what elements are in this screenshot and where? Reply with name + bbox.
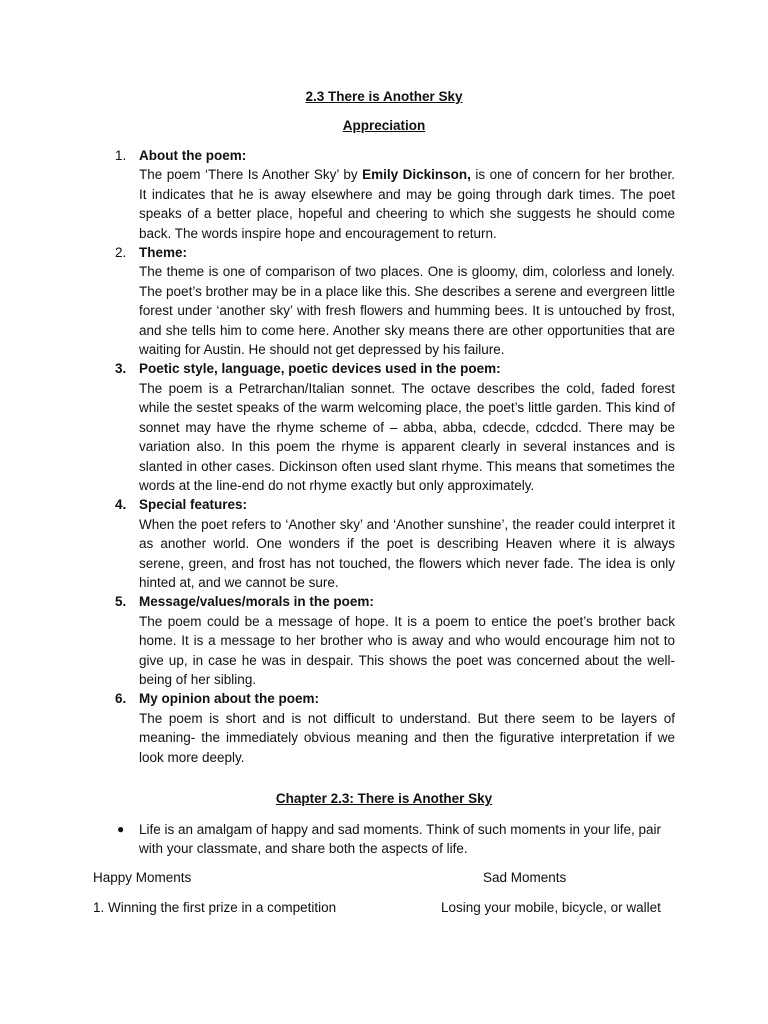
item-heading: My opinion about the poem: xyxy=(139,691,319,707)
happy-moments-header: Happy Moments xyxy=(93,870,192,885)
item-body-text: The poem ‘There Is Another Sky’ by xyxy=(139,167,363,183)
item-number: 6. xyxy=(115,691,127,707)
list-item xyxy=(0,592,768,689)
item-body: The theme is one of comparison of two places. One is gloomy, dim, colorless and lonely. The poet’s brother may be in a place like this. She describes a serene and evergreen little forest under ‘another sky’ with fresh flowers and humming bees. It is untouched by frost, and she tells him to come here. Another sky means there are other opportunities that are waiting for Austin. He should not get depressed by his failure. xyxy=(139,264,675,358)
item-number: 5. xyxy=(115,594,127,610)
document-title: 2.3 There is Another Sky xyxy=(305,89,463,104)
item-number: 1. xyxy=(115,148,127,163)
item-number: 3. xyxy=(115,361,127,377)
item-heading: Message/values/morals in the poem: xyxy=(139,594,374,610)
chapter-title: Chapter 2.3: There is Another Sky xyxy=(275,791,493,806)
list-item xyxy=(0,495,768,592)
item-body xyxy=(139,165,675,243)
item-heading: About the poem: xyxy=(139,148,247,163)
sad-moments-header: Sad Moments xyxy=(483,870,567,885)
item-body: When the poet refers to ‘Another sky’ and ‘Another sunshine’, the reader could interpret it as another world. One wonders if the poet is describing Heaven where it is always serene, green, and frost has not touched, the flowers which never fade. The idea is only hinted at, and we cannot be sure. xyxy=(139,516,675,590)
list-item xyxy=(0,359,768,495)
item-body: The poem could be a message of hope. It is a poem to entice the poet’s brother back home. It is a message to her brother who is away and who would encourage him not to give up, in case he was in despair. This shows the poet was concerned about the well-being of her sibling. xyxy=(139,613,675,687)
bullet-item xyxy=(0,820,768,859)
list-item xyxy=(0,146,768,243)
author-name: Emily Dickinson, xyxy=(362,167,471,183)
item-number: 2. xyxy=(115,245,127,261)
item-body: The poem is short and is not difficult to understand. But there seem to be layers of meaning- the immediately obvious meaning and then the figurative interpretation if we look more deeply. xyxy=(139,710,675,765)
bullet-text: Life is an amalgam of happy and sad moments. Think of such moments in your life, pair with your classmate, and share both the aspects of life. xyxy=(139,822,662,857)
list-item xyxy=(0,243,768,359)
happy-moment-item: 1. Winning the first prize in a competition xyxy=(93,900,337,915)
item-number: 4. xyxy=(115,497,127,513)
bullet-icon: ● xyxy=(117,822,125,836)
item-body-text: is one of concern for her brother. It indicates that he is away elsewhere and may be going through dark times. The poet speaks of a better place, hopeful and cheering to which she suggests he should come back. The words inspire hope and encouragement to return. xyxy=(139,167,675,241)
item-heading: Poetic style, language, poetic devices used in the poem: xyxy=(139,361,501,377)
item-heading: Theme: xyxy=(139,245,188,261)
item-heading: Special features: xyxy=(139,497,248,513)
list-item xyxy=(0,689,768,767)
item-body: The poem is a Petrarchan/Italian sonnet. The octave describes the cold, faded forest while the sestet speaks of the warm welcoming place, the poet’s little garden. This kind of sonnet may have the rhyme scheme of – abba, abba, cdecde, cdcdcd. There may be variation also. In this poem the rhyme is apparent clearly in several instances and is slanted in other cases. Dickinson often used slant rhyme. This means that sometimes the words at the line-end do not rhyme exactly but only approximately. xyxy=(139,380,675,493)
sad-moment-item: Losing your mobile, bicycle, or wallet xyxy=(441,900,661,915)
section-heading-appreciation: Appreciation xyxy=(342,118,426,133)
appreciation-list xyxy=(0,146,768,767)
